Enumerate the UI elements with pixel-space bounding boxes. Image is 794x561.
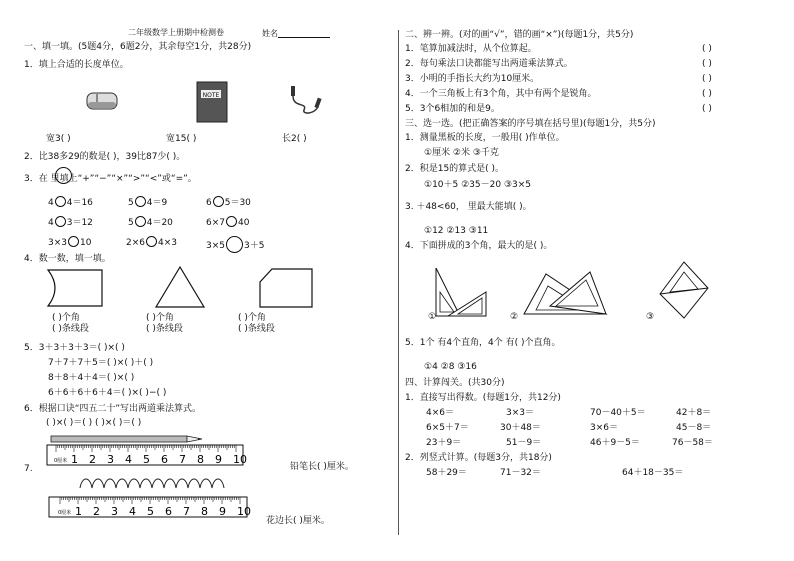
judge-item-5: 5．3个6相加的和是9。 bbox=[405, 104, 500, 114]
vertical-calc-3: 64＋18－35＝ bbox=[622, 468, 684, 478]
judge-paren-4: ( ) bbox=[702, 89, 712, 99]
calc-q2: 2．列竖式计算。(每题3分，共18分) bbox=[405, 453, 552, 463]
calc-r2-c3: 3×6＝ bbox=[590, 423, 618, 433]
q1-item-2-label: 宽15( ) bbox=[166, 134, 197, 144]
shape-2-angles: ( )个角 bbox=[146, 313, 174, 323]
choice-q3: 3. ＋48<60， 里最大能填( )。 bbox=[405, 202, 532, 212]
answer-circle-icon bbox=[55, 167, 72, 184]
choice-q5-options: ①4 ②8 ③16 bbox=[424, 362, 477, 372]
ruler-unit-label: 0厘米 bbox=[58, 510, 72, 516]
ruler-tick-label: 2 bbox=[93, 505, 100, 518]
judge-item-2: 2．每句乘法口诀都能写出两道乘法算式。 bbox=[405, 59, 573, 69]
judge-paren-1: ( ) bbox=[702, 44, 712, 54]
q1-6-text: 6．根据口诀“四五二十”写出两道乘法算式。 bbox=[24, 404, 202, 414]
choice-q2: 2．积是15的算式是( )。 bbox=[405, 164, 505, 174]
q3-row-2-a: 4 3＝12 bbox=[48, 218, 93, 228]
calc-r1-c4: 42＋8＝ bbox=[676, 408, 712, 418]
q3-row-2-c: 6×7 40 bbox=[206, 218, 250, 228]
eraser-icon bbox=[84, 88, 120, 114]
ruler-tick-label: 8 bbox=[197, 453, 204, 466]
figure-label-2: ② bbox=[510, 312, 519, 322]
choice-q3-options: ①12 ②13 ③11 bbox=[424, 226, 489, 236]
judge-item-1: 1．笔算加减法时，从个位算起。 bbox=[405, 44, 537, 54]
calc-r1-c2: 3×3＝ bbox=[506, 408, 534, 418]
calc-r3-c1: 23＋9＝ bbox=[426, 438, 462, 448]
calc-r2-c4: 45－8＝ bbox=[676, 423, 712, 433]
calc-r1-c1: 4×6＝ bbox=[426, 408, 454, 418]
shape-1-segments: ( )条线段 bbox=[52, 324, 89, 334]
judge-item-4: 4．一个三角板上有3个角，其中有两个是锐角。 bbox=[405, 89, 597, 99]
q5-line-1: 5．3＋3＋3＋3＝( )×( ) bbox=[24, 343, 125, 353]
triangle-figure bbox=[154, 264, 206, 310]
ruler-tick-label: 7 bbox=[183, 505, 190, 518]
choice-q4: 4．下面拼成的3个角，最大的是( )。 bbox=[405, 241, 553, 251]
judge-item-3: 3．小明的手指长大约为10厘米。 bbox=[405, 74, 540, 84]
judge-paren-2: ( ) bbox=[702, 59, 712, 69]
q1-2-text: 2．比38多29的数是( )，39比87少( )。 bbox=[24, 152, 186, 162]
ruler-tick-label: 1 bbox=[71, 453, 78, 466]
jump-rope-icon bbox=[288, 84, 324, 120]
vertical-calc-2: 71－32＝ bbox=[500, 468, 541, 478]
notebook-icon bbox=[195, 80, 229, 124]
figure-label-3: ③ bbox=[646, 312, 655, 322]
choice-q2-options: ①10＋5 ②35－20 ③3×5 bbox=[424, 180, 532, 190]
shape-3-segments: ( )条线段 bbox=[238, 324, 275, 334]
ruler-tick-label: 7 bbox=[179, 453, 186, 466]
q3-row-2-b: 5 4＝20 bbox=[128, 218, 173, 228]
set-square-figure-3 bbox=[654, 258, 714, 322]
q1-7-text: 7. bbox=[24, 464, 33, 474]
q1-4-text: 4．数一数，填一填。 bbox=[24, 254, 111, 264]
ruler-tick-label: 2 bbox=[89, 453, 96, 466]
ruler-tick-label: 1 bbox=[75, 505, 82, 518]
q5-line-4: 6＋6＋6＋6＋4＝( )×( )−( ) bbox=[48, 388, 167, 398]
ruler-1 bbox=[46, 444, 247, 466]
ruler-tick-label: 4 bbox=[125, 453, 132, 466]
section-3-heading: 三、选一选。(把正确答案的序号填在括号里)(每题1分，共5分) bbox=[405, 119, 656, 129]
ruler-tick-label: 10 bbox=[233, 453, 247, 466]
ruler-tick-label: 3 bbox=[107, 453, 114, 466]
shape-3-angles: ( )个角 bbox=[238, 313, 266, 323]
choice-q1: 1．测量黑板的长度，一般用( )作单位。 bbox=[405, 133, 565, 143]
section-4-heading: 四、计算闯关。(共30分) bbox=[405, 378, 505, 388]
section-1-heading: 一、填一填。(5题4分，6题2分，其余每空1分，共28分) bbox=[24, 42, 252, 52]
calc-q1: 1．直接写出得数。(每题1分，共12分) bbox=[405, 393, 561, 403]
q3-row-1-c: 6 5＝30 bbox=[206, 198, 251, 208]
shape-2-segments: ( )条线段 bbox=[146, 324, 183, 334]
ruler-tick-label: 8 bbox=[201, 505, 208, 518]
ruler-tick-label: 6 bbox=[165, 505, 172, 518]
ruler-tick-label: 3 bbox=[111, 505, 118, 518]
q1-1-text: 1．填上合适的长度单位。 bbox=[24, 60, 129, 70]
lace-icon bbox=[76, 474, 228, 494]
figure-label-1: ① bbox=[428, 312, 437, 322]
q1-3-text: 3．在 里填上“+”“−”“×”“>”“<”或“=”。 bbox=[24, 174, 197, 184]
q1-item-1-label: 宽3( ) bbox=[46, 134, 71, 144]
pentagon-figure bbox=[258, 266, 314, 310]
notebook-note-text: NOTE bbox=[202, 92, 220, 99]
q3-row-3-c: 3×5 3＋5 bbox=[206, 236, 264, 253]
set-square-figure-2 bbox=[520, 266, 610, 318]
lace-length-label: 花边长( )厘米。 bbox=[266, 516, 330, 526]
choice-q5: 5．1个 有4个直角，4个 有( )个直角。 bbox=[405, 338, 561, 348]
ruler-tick-label: 9 bbox=[215, 453, 222, 466]
ruler-tick-label: 9 bbox=[219, 505, 226, 518]
paper-title: 二年级数学上册期中检测卷 bbox=[128, 28, 224, 37]
q5-line-2: 7＋7＋7＋5＝( )×( )＋( ) bbox=[48, 358, 154, 368]
pencil-length-label: 铅笔长( )厘米。 bbox=[290, 462, 354, 472]
column-divider bbox=[398, 30, 399, 535]
calc-r2-c1: 6×5＋7＝ bbox=[426, 423, 469, 433]
calc-r3-c3: 46＋9－5＝ bbox=[590, 438, 640, 448]
q5-line-3: 8＋8＋4＋4＝( )×( ) bbox=[48, 373, 135, 383]
section-2-heading: 二、辨一辨。(对的画“√”，错的画“×”)(每题1分，共5分) bbox=[405, 30, 634, 40]
calc-r3-c2: 51－9＝ bbox=[506, 438, 542, 448]
ruler-tick-label: 6 bbox=[161, 453, 168, 466]
name-label: 姓名 bbox=[262, 28, 330, 38]
shape-1-angles: ( )个角 bbox=[52, 313, 80, 323]
calc-r1-c3: 70－40＋5＝ bbox=[590, 408, 646, 418]
ruler-tick-label: 5 bbox=[147, 505, 154, 518]
ruler-tick-label: 4 bbox=[129, 505, 136, 518]
ruler-tick-label: 10 bbox=[237, 505, 251, 518]
ruler-unit-label: 0厘米 bbox=[54, 458, 68, 464]
choice-q1-options: ①厘米 ②米 ③千克 bbox=[424, 148, 499, 158]
vertical-calc-1: 58＋29＝ bbox=[426, 468, 467, 478]
judge-paren-3: ( ) bbox=[702, 74, 712, 84]
judge-paren-5: ( ) bbox=[702, 104, 712, 114]
q6-answer-line: ( )×( )＝( ) ( )×( )＝( ) bbox=[46, 418, 142, 428]
q1-item-3-label: 长2( ) bbox=[282, 134, 307, 144]
q3-row-3-a: 3×3 10 bbox=[48, 238, 92, 248]
ruler-2 bbox=[48, 496, 251, 518]
q3-row-1-a: 4 4＝16 bbox=[48, 198, 93, 208]
q3-row-3-b: 2×6 4×3 bbox=[126, 238, 177, 248]
concave-shape-figure bbox=[46, 266, 104, 310]
pencil-icon bbox=[50, 434, 210, 444]
calc-r2-c2: 30＋48＝ bbox=[500, 423, 541, 433]
ruler-tick-label: 5 bbox=[143, 453, 150, 466]
q3-row-1-b: 5 4＝9 bbox=[128, 198, 168, 208]
calc-r3-c4: 76－58＝ bbox=[672, 438, 713, 448]
